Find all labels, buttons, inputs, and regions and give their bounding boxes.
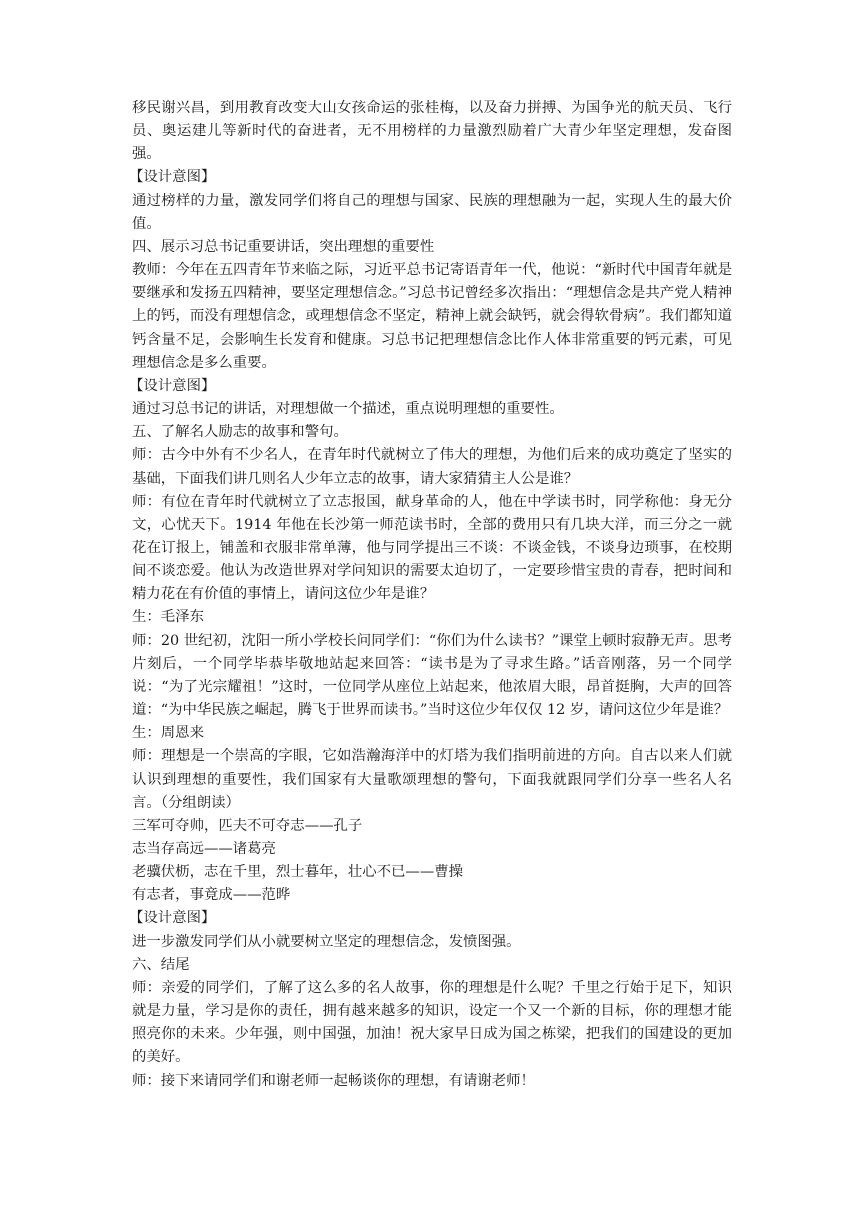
- paragraph-quotes-intro: 师：理想是一个崇高的字眼，它如浩瀚海洋中的灯塔为我们指明前进的方向。自古以来人们就认识到理想的重要性，我们国家有大量歌颂理想的警句，下面我就跟同学们分享一些名人名言。（分组朗读）: [132, 748, 732, 811]
- section-heading-6: 六、结尾: [132, 956, 190, 973]
- paragraph-student-answer: 生：毛泽东: [132, 609, 204, 626]
- paragraph-closing: 师：接下来请同学们和谢老师一起畅谈你的理想，有请谢老师！: [132, 1072, 535, 1089]
- paragraph-conclusion: 师：亲爱的同学们，了解了这么多的名人故事，你的理想是什么呢？千里之行始于足下，知识就是力量，学习是你的责任，拥有越来越多的知识，设定一个又一个新的目标，你的理想才能照亮你的未来。少年强，则中国强，加油！祝大家早日成为国之栋梁，把我们的国建设的更加的美好。: [132, 979, 732, 1066]
- paragraph-story-2: 师：20 世纪初，沈阳一所小学校长问同学们：“你们为什么读书？”课堂上顿时寂静无声。思考片刻后，一个同学毕恭毕敬地站起来回答：“读书是为了寻求生路。”话音刚落，另一个同学说：“为了光宗耀祖！”这时，一位同学从座位上站起来，他浓眉大眼，昂首挺胸，大声的回答道：“为中华民族之崛起，腾飞于世界而读书。”当时这位少年仅仅 12 岁，请问这位少年是谁？: [132, 632, 732, 719]
- document-body: [129, 97, 732, 1093]
- paragraph-design-intent: 进一步激发同学们从小就要树立坚定的理想信念，发愤图强。: [132, 933, 521, 950]
- design-intent-heading: 【设计意图】: [129, 377, 216, 394]
- quote-line: 三军可夺帅，匹夫不可夺志——孔子: [132, 817, 363, 834]
- design-intent-heading: 【设计意图】: [129, 169, 216, 186]
- paragraph-teacher-speech: 教师：今年在五四青年节来临之际，习近平总书记寄语青年一代，他说：“新时代中国青年就是要继承和发扬五四精神，要坚定理想信念。”习总书记曾经多次指出：“理想信念是共产党人精神上的钙，而没有理想信念，或理想信念不坚定，精神上就会缺钙，就会得软骨病”。我们都知道钙含量不足，会影响生长发育和健康。习总书记把理想信念比作人体非常重要的钙元素，可见理想信念是多么重要。: [132, 262, 732, 371]
- paragraph-story-1: 师：有位在青年时代就树立了立志报国，献身革命的人，他在中学读书时，同学称他：身无分文，心忧天下。1914 年他在长沙第一师范读书时，全部的费用只有几块大洋，而三分之一就花在订报上，铺盖和衣服非常单薄，他与同学提出三不谈：不谈金钱，不谈身边琐事，在校期间不谈恋爱。他认为改造世界对学问知识的需要太迫切了，一定要珍惜宝贵的青春，把时间和精力花在有价值的事情上，请问这位少年是谁？: [132, 493, 732, 603]
- paragraph-design-intent: 通过习总书记的讲话，对理想做一个描述，重点说明理想的重要性。: [132, 401, 564, 418]
- paragraph-student-answer: 生：周恩来: [132, 725, 204, 742]
- paragraph-role-models: 移民谢兴昌，到用教育改变大山女孩命运的张桂梅，以及奋力拼搏、为国争光的航天员、飞行员、奥运建儿等新时代的奋进者，无不用榜样的力量激烈励着广大青少年坚定理想，发奋图强。: [132, 100, 732, 163]
- quote-line: 志当存高远——诸葛亮: [132, 841, 276, 857]
- section-heading-5: 五、了解名人励志的故事和警句。: [132, 424, 348, 441]
- quote-line: 老骥伏枥，志在千里，烈士暮年，壮心不已——曹操: [132, 864, 463, 881]
- section-heading-4: 四、展示习总书记重要讲话，突出理想的重要性: [132, 238, 435, 255]
- paragraph-teacher-intro: 师：古今中外有不少名人，在青年时代就树立了伟大的理想，为他们后来的成功奠定了坚实的基础，下面我们讲几则名人少年立志的故事，请大家猜猜主人公是谁？: [132, 447, 732, 487]
- design-intent-heading: 【设计意图】: [129, 910, 216, 927]
- paragraph-design-intent: 通过榜样的力量，激发同学们将自己的理想与国家、民族的理想融为一起，实现人生的最大价值。: [132, 192, 732, 232]
- quote-line: 有志者，事竟成——范晔: [132, 887, 291, 904]
